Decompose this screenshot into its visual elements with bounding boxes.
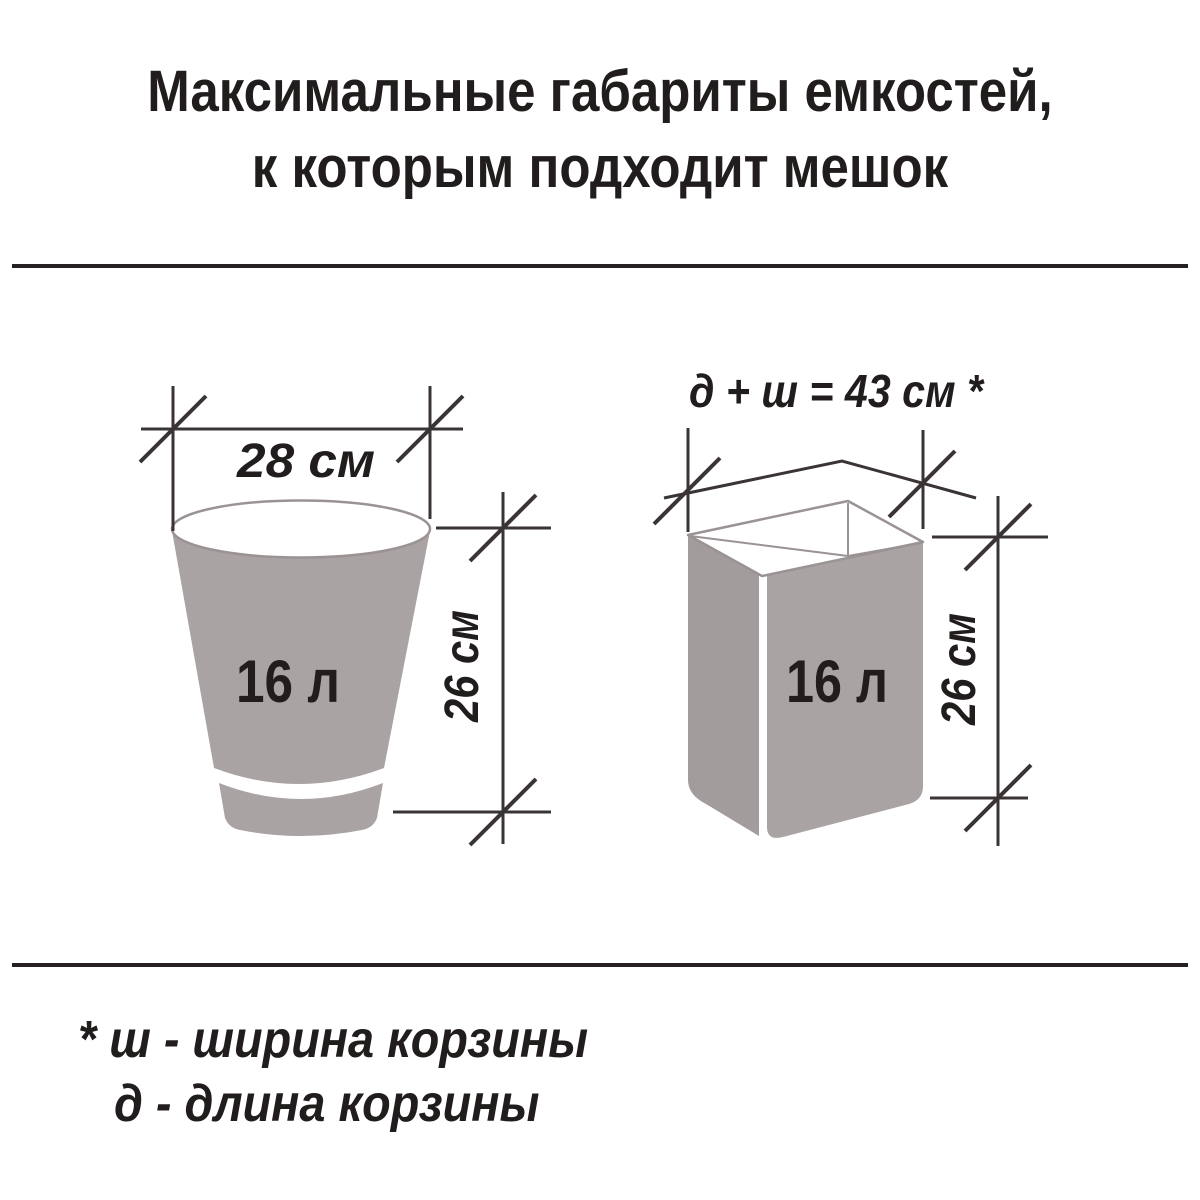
box-formula-dimension-label: д + ш = 43 см * (689, 365, 985, 417)
bucket-height-dimension-label: 26 см (436, 593, 489, 722)
footnote-line-2: д - длина корзины (114, 1075, 540, 1133)
box-height-dimension (930, 496, 1048, 846)
bucket-rim-opening (172, 501, 430, 558)
bucket-width-dimension-label: 28 см (235, 435, 375, 488)
box-volume-label: 16 л (786, 648, 888, 715)
box-height-dimension-label: 26 см (933, 596, 986, 725)
title-line-1: Максимальные габариты емкостей, (147, 59, 1053, 124)
title-line-2: к которым подходит мешок (251, 135, 949, 200)
bucket-base (219, 783, 383, 836)
bucket-diagram (140, 386, 551, 845)
box-diagram (654, 365, 1048, 846)
bucket-volume-label: 16 л (236, 648, 340, 715)
footnote-line-1: * ш - ширина корзины (78, 1011, 589, 1069)
footnote (78, 1008, 588, 1136)
bottom-divider-line (12, 963, 1188, 967)
box-left-face (688, 535, 759, 836)
